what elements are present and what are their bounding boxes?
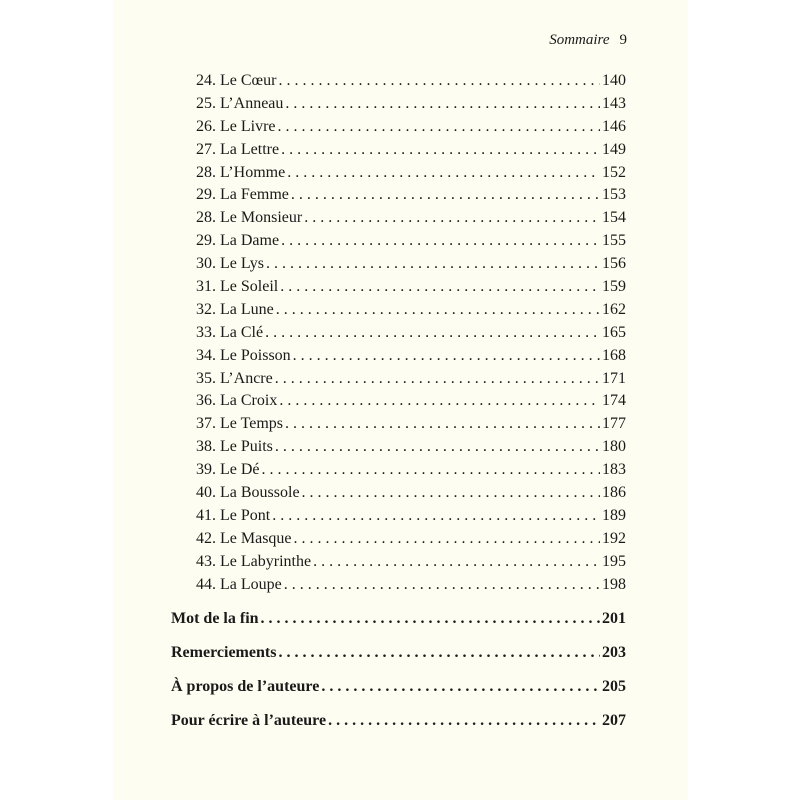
entry-title: 40. La Boussole [196,484,300,502]
back-matter-list [171,610,626,746]
entry-page-number: 192 [602,529,626,547]
dot-leader [266,255,600,273]
dot-leader [262,461,600,479]
entry-page-number: 146 [602,117,626,135]
toc-entry [196,141,626,164]
entry-page-number: 143 [602,94,626,112]
entry-page-number: 168 [602,346,626,364]
entry-page-number: 154 [602,209,626,227]
entry-title: 41. Le Pont [196,506,271,524]
entry-page-number: 156 [602,255,626,273]
entry-page-number: 198 [602,575,626,593]
entry-page-number: 189 [602,506,626,524]
entry-page-number: 180 [602,438,626,456]
dot-leader [304,209,600,227]
toc-entry [196,118,626,141]
toc-entry [196,255,626,278]
entry-title: 31. Le Soleil [196,278,279,296]
toc-entry [196,553,626,576]
dot-leader [285,95,600,113]
back-matter-entry [171,610,626,644]
entry-title: 43. Le Labyrinthe [196,552,312,570]
entry-page-number: 165 [602,323,626,341]
entry-title: 34. Le Poisson [196,346,291,364]
dot-leader [291,186,600,204]
running-head [549,32,627,49]
entry-page-number: 177 [602,415,626,433]
toc-entry [196,347,626,370]
entry-page-number: 186 [602,484,626,502]
entry-title: 28. L’Homme [196,163,286,181]
entry-title: 32. La Lune [196,300,274,318]
toc-entry [196,324,626,347]
dot-leader [280,278,600,296]
toc-entry [196,507,626,530]
entry-title: Pour écrire à l’auteure [171,712,327,729]
page-number: 9 [619,32,627,48]
dot-leader [321,678,600,696]
toc-entry [196,232,626,255]
entry-page-number: 171 [602,369,626,387]
table-of-contents [196,72,626,598]
dot-leader [284,576,600,594]
dot-leader [281,141,600,159]
toc-entry [196,370,626,393]
toc-entry [196,461,626,484]
entry-page-number: 159 [602,278,626,296]
toc-entry [196,95,626,118]
entry-page-number: 203 [602,644,626,661]
entry-page-number: 183 [602,461,626,479]
entry-page-number: 205 [602,678,626,695]
entry-title: 36. La Croix [196,392,278,410]
toc-entry [196,438,626,461]
dot-leader [279,392,600,410]
toc-entry [196,530,626,553]
toc-entry [196,484,626,507]
entry-title: 28. Le Monsieur [196,209,303,227]
toc-entry [196,72,626,95]
dot-leader [313,553,600,571]
entry-title: 37. Le Temps [196,415,284,433]
entry-title: 38. Le Puits [196,438,273,456]
entry-title: 30. Le Lys [196,255,264,273]
entry-page-number: 149 [602,140,626,158]
entry-page-number: 207 [602,712,626,729]
dot-leader [328,712,600,730]
entry-title: 27. La Lettre [196,140,280,158]
back-matter-entry [171,678,626,712]
entry-title: 24. Le Cœur [196,72,277,89]
book-page [113,0,688,800]
dot-leader [278,118,600,136]
entry-title: 39. Le Dé [196,461,260,479]
dot-leader [275,370,600,388]
dot-leader [272,507,600,525]
back-matter-entry [171,712,626,746]
dot-leader [275,438,600,456]
back-matter-entry [171,644,626,678]
entry-page-number: 152 [602,163,626,181]
entry-title: 25. L’Anneau [196,94,284,112]
dot-leader [265,324,600,342]
dot-leader [278,644,600,662]
entry-page-number: 201 [602,610,626,627]
dot-leader [294,530,600,548]
toc-entry [196,186,626,209]
entry-title: Remerciements [171,644,277,661]
entry-title: 29. La Femme [196,186,289,204]
running-head-title: Sommaire [549,32,610,48]
dot-leader [278,72,600,90]
entry-page-number: 162 [602,300,626,318]
entry-page-number: 155 [602,232,626,250]
dot-leader [287,164,600,182]
toc-entry [196,301,626,324]
dot-leader [276,301,600,319]
dot-leader [302,484,600,502]
entry-title: 29. La Dame [196,232,280,250]
dot-leader [293,347,600,365]
entry-page-number: 174 [602,392,626,410]
entry-title: 33. La Clé [196,323,264,341]
dot-leader [285,415,600,433]
dot-leader [281,232,600,250]
entry-title: 44. La Loupe [196,575,282,593]
entry-page-number: 153 [602,186,626,204]
entry-page-number: 195 [602,552,626,570]
entry-title: 26. Le Livre [196,117,276,135]
toc-entry [196,392,626,415]
toc-entry [196,576,626,599]
entry-title: 35. L’Ancre [196,369,273,387]
entry-page-number: 140 [602,72,626,89]
entry-title: À propos de l’auteure [171,678,320,695]
entry-title: 42. Le Masque [196,529,292,547]
entry-title: Mot de la fin [171,610,259,627]
toc-entry [196,209,626,232]
toc-entry [196,164,626,187]
toc-entry [196,278,626,301]
dot-leader [261,610,600,628]
toc-entry [196,415,626,438]
